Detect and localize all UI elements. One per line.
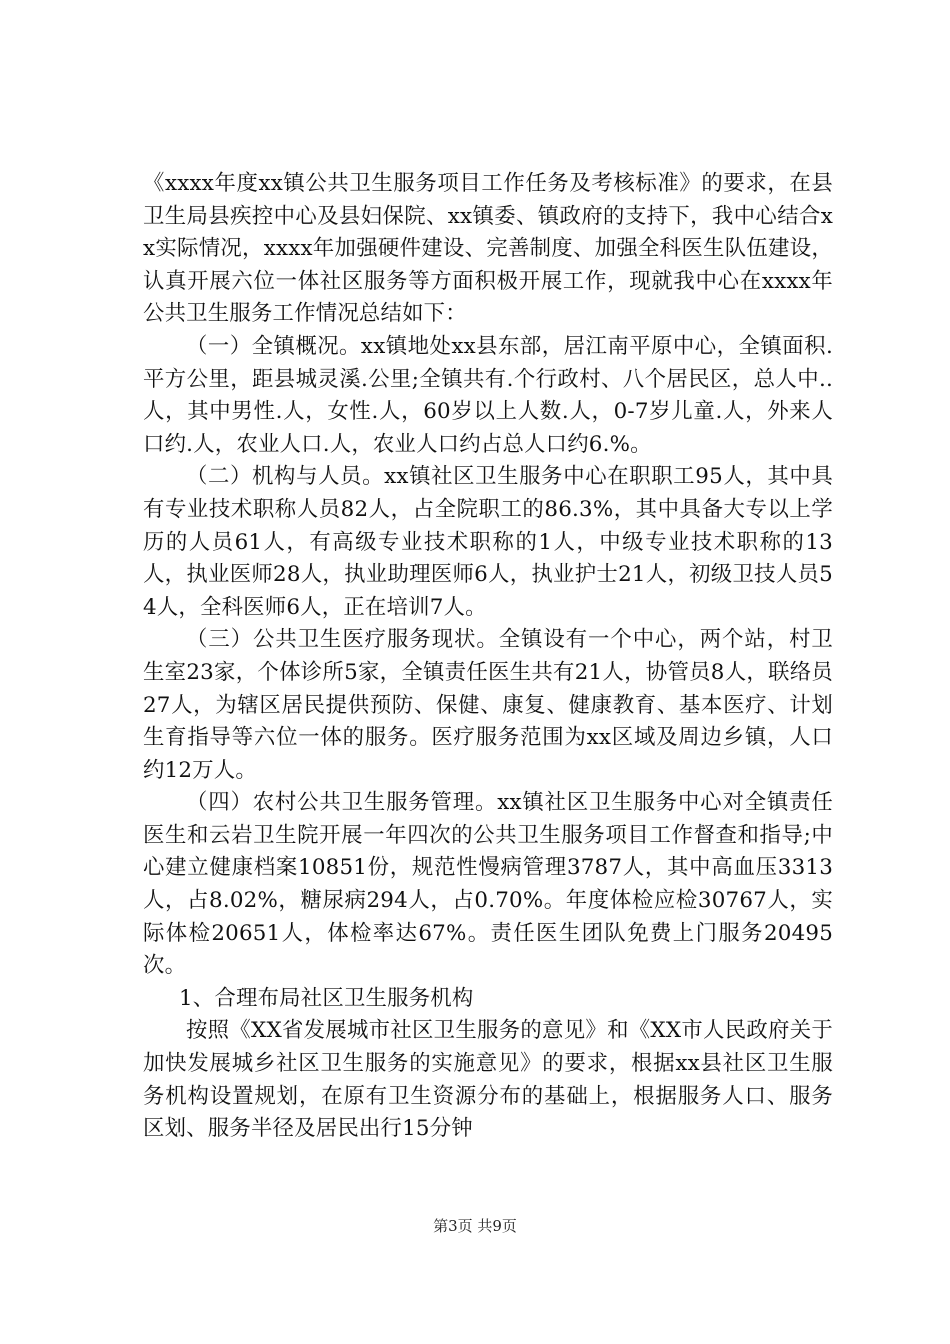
paragraph-intro: 《xxxx年度xx镇公共卫生服务项目工作任务及考核标准》的要求，在县卫生局县疾控中心及县妇保院、xx镇委、镇政府的支持下，我中心结合xx实际情况，xxxx年加强硬件建设、完善制度、加强全科医生队伍建设，认真开展六位一体社区服务等方面积极开展工作，现就我中心在xxxx年公共卫生服务工作情况总结如下： <box>143 171 833 327</box>
page-footer: 第3页 共9页 <box>433 1217 517 1235</box>
paragraph-overview: （一）全镇概况。xx镇地处xx县东部，居江南平原中心，全镇面积.平方公里，距县城灵溪.公里;全镇共有.个行政村、八个居民区，总人中..人，其中男性.人，女性.人，60岁以上人数.人，0-7岁儿童.人，外来人口约.人，农业人口.人，农业人口约占总人口约6.%。 <box>143 333 833 457</box>
paragraph-rural: （四）农村公共卫生服务管理。xx镇社区卫生服务中心对全镇责任医生和云岩卫生院开展一年四次的公共卫生服务项目工作督查和指导;中心建立健康档案10851份，规范性慢病管理3787人，其中高血压3313人，占8.02%，糖尿病294人，占0.70%。年度体检应检30767人，实际体检20651人，体检率达67%。责任医生团队免费上门服务20495次。 <box>143 790 833 979</box>
section-heading-1: 1、合理布局社区卫生服务机构 <box>179 985 474 1011</box>
paragraph-status: （三）公共卫生医疗服务现状。全镇设有一个中心，两个站，村卫生室23家，个体诊所5家，全镇责任医生共有21人，协管员8人，联络员27人，为辖区居民提供预防、保健、康复、健康教育、基本医疗、计划生育指导等六位一体的服务。医疗服务范围为xx区域及周边乡镇，人口约12万人。 <box>143 627 833 783</box>
document-body <box>143 168 833 1146</box>
paragraph-staff: （二）机构与人员。xx镇社区卫生服务中心在职职工95人，其中具有专业技术职称人员82人，占全院职工的86.3%，其中具备大专以上学历的人员61人，有高级专业技术职称的1人，中级专业技术职称的13人，执业医师28人，执业助理医师6人，执业护士21人，初级卫技人员54人，全科医师6人，正在培训7人。 <box>143 464 833 620</box>
paragraph-layout: 按照《XX省发展城市社区卫生服务的意见》和《XX市人民政府关于加快发展城乡社区卫生服务的实施意见》的要求，根据xx县社区卫生服务机构设置规划，在原有卫生资源分布的基础上，根据服务人口、服务区划、服务半径及居民出行15分钟 <box>143 1018 833 1142</box>
